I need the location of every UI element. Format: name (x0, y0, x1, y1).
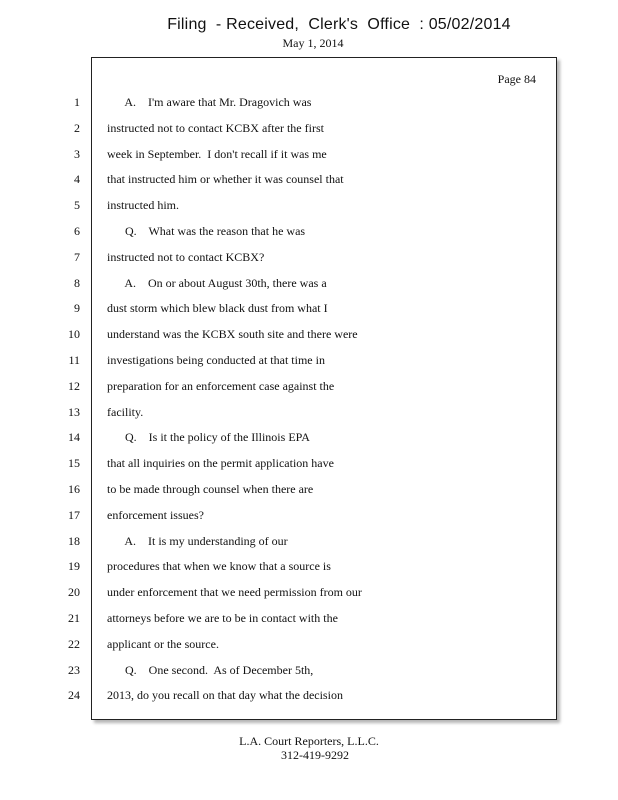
line-number: 16 (68, 482, 80, 496)
line-text: investigations being conducted at that time in (107, 353, 325, 367)
line-text: Q. One second. As of December 5th, (107, 663, 314, 677)
line-number: 18 (68, 534, 80, 548)
line-text: enforcement issues? (107, 508, 204, 522)
line-number: 9 (74, 301, 80, 315)
line-text: A. On or about August 30th, there was a (107, 276, 327, 290)
line-number: 20 (68, 585, 80, 599)
line-text: dust storm which blew black dust from what I (107, 301, 328, 315)
line-number: 24 (68, 688, 80, 702)
line-text: 2013, do you recall on that day what the decision (107, 688, 343, 702)
line-text: under enforcement that we need permission from our (107, 585, 362, 599)
line-number: 12 (68, 379, 80, 393)
line-text: preparation for an enforcement case against the (107, 379, 335, 393)
line-text: instructed not to contact KCBX after the first (107, 121, 324, 135)
line-number: 3 (74, 147, 80, 161)
line-text: instructed him. (107, 198, 179, 212)
filing-stamp: Filing - Received, Clerk's Office : 05/02/2014 (167, 16, 511, 33)
deposition-date: May 1, 2014 (282, 36, 344, 50)
line-text: that all inquiries on the permit application have (107, 456, 334, 470)
line-number: 13 (68, 405, 80, 419)
line-number: 11 (68, 353, 80, 367)
line-text: that instructed him or whether it was counsel that (107, 172, 344, 186)
line-number: 5 (74, 198, 80, 212)
line-number: 10 (68, 327, 80, 341)
line-text: to be made through counsel when there are (107, 482, 314, 496)
line-number: 15 (68, 456, 80, 470)
reporter-phone: 312-419-9292 (281, 748, 349, 762)
line-number: 4 (74, 172, 80, 186)
line-number: 17 (68, 508, 80, 522)
line-number: 21 (68, 611, 80, 625)
line-text: facility. (107, 405, 144, 419)
page-number: Page 84 (497, 72, 536, 86)
line-number: 6 (74, 224, 80, 238)
line-number: 19 (68, 559, 80, 573)
line-number: 7 (74, 250, 80, 264)
line-text: attorneys before we are to be in contact with the (107, 611, 338, 625)
line-number: 1 (74, 95, 80, 109)
line-text: A. It is my understanding of our (107, 534, 288, 548)
line-text: procedures that when we know that a source is (107, 559, 331, 573)
line-number: 23 (68, 663, 80, 677)
reporter-company: L.A. Court Reporters, L.L.C. (239, 734, 379, 748)
line-text: A. I'm aware that Mr. Dragovich was (107, 95, 312, 109)
line-number: 14 (68, 430, 80, 444)
line-text: Q. What was the reason that he was (107, 224, 306, 238)
line-number: 8 (74, 276, 80, 290)
line-number: 2 (74, 121, 80, 135)
line-text: understand was the KCBX south site and there were (107, 327, 358, 341)
line-text: week in September. I don't recall if it was me (107, 147, 327, 161)
line-text: applicant or the source. (107, 637, 219, 651)
line-number: 22 (68, 637, 80, 651)
line-text: instructed not to contact KCBX? (107, 250, 265, 264)
line-text: Q. Is it the policy of the Illinois EPA (107, 430, 310, 444)
